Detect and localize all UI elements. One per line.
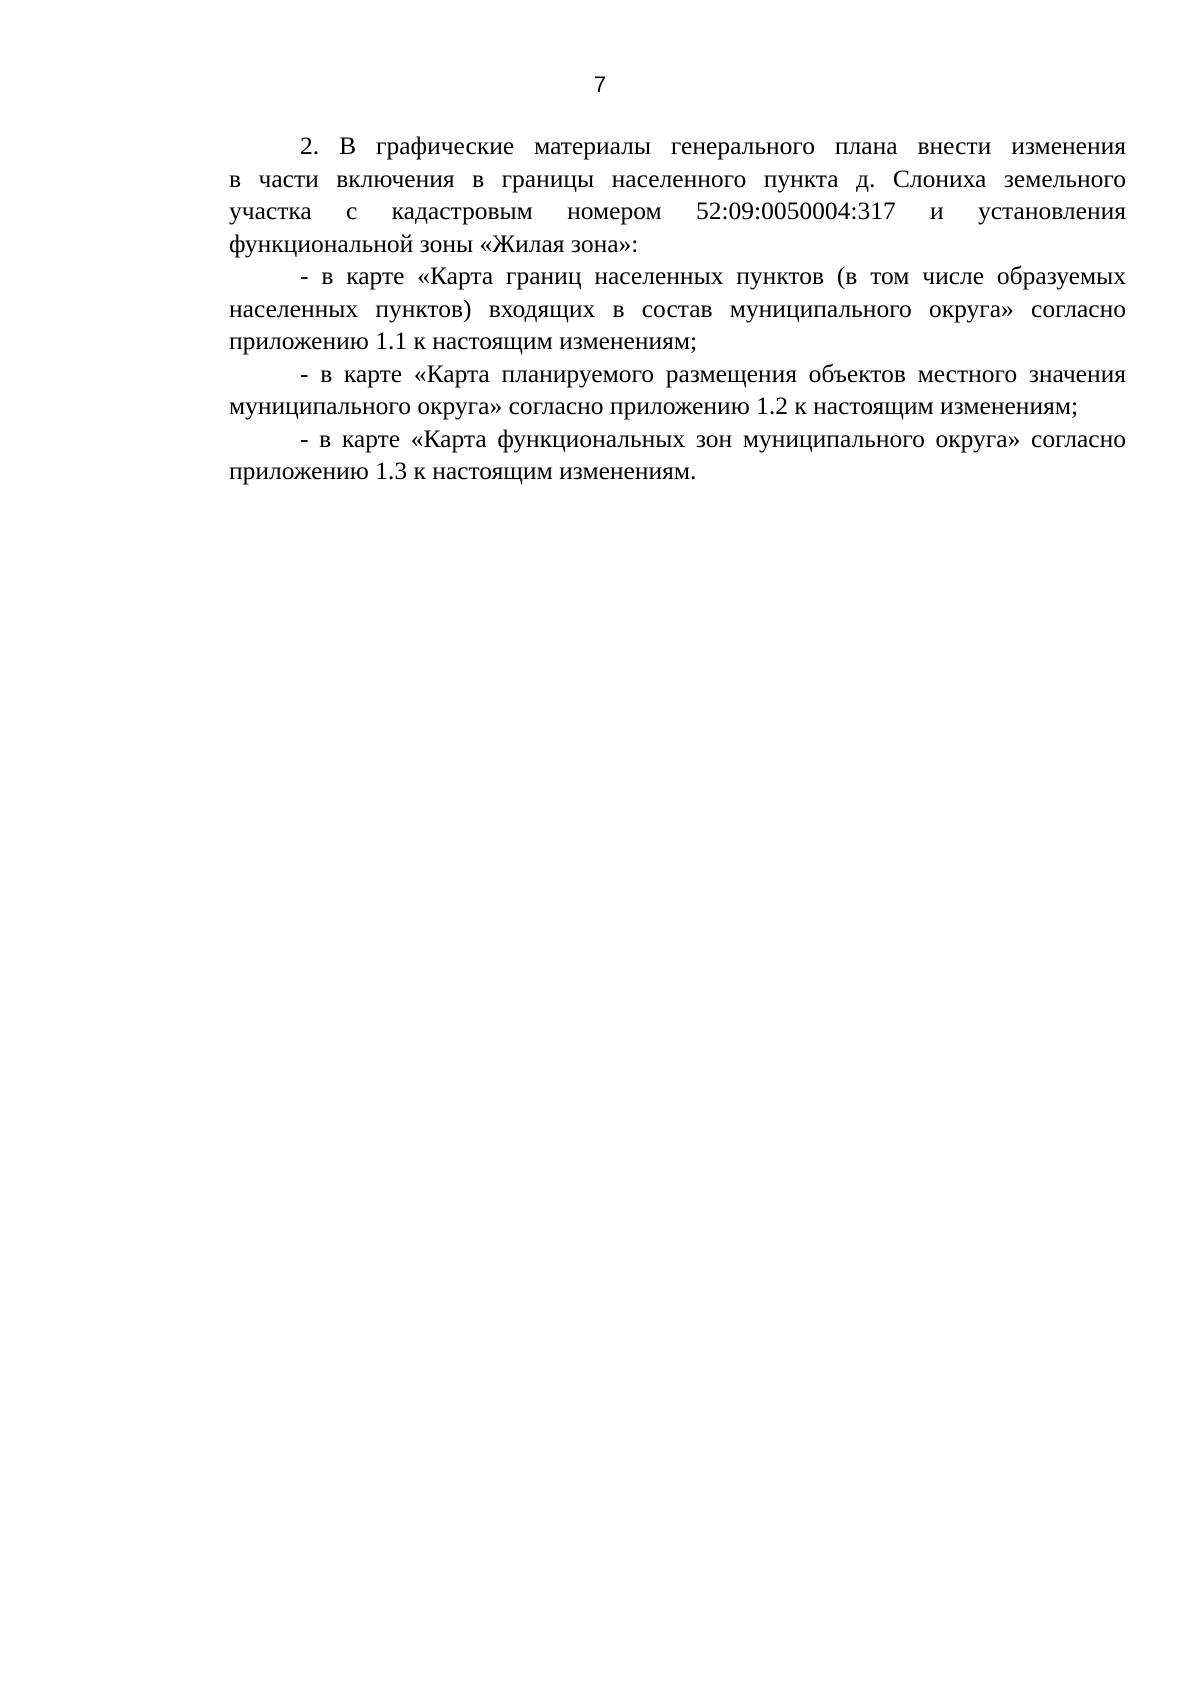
text-line: функциональной зоны «Жилая зона»: [229, 228, 639, 258]
text-line: - в карте «Карта функциональных зон муниципального округа» согласно [300, 423, 1126, 453]
text-line: населенных пунктов) входящих в состав муниципального округа» согласно [229, 293, 1126, 323]
document-body [158, 130, 1126, 488]
paragraph-map-functional-zones [158, 423, 1126, 488]
text-line: участка с кадастровым номером 52:09:0050004:317 и установления [229, 196, 1126, 225]
paragraph-graphic-materials [158, 130, 1126, 260]
text-line: муниципального округа» согласно приложению 1.2 к настоящим изменениям; [229, 391, 1079, 420]
text-line: 2. В графические материалы генерального плана внести изменения [300, 131, 1126, 160]
text-line: в части включения в границы населенного пункта д. Слониха земельного [229, 163, 1126, 193]
paragraph-map-boundaries [158, 260, 1126, 358]
text-line: - в карте «Карта границ населенных пунктов (в том числе образуемых [300, 261, 1126, 290]
paragraph-map-local-objects [158, 358, 1126, 423]
text-line: приложению 1.3 к настоящим изменениям. [229, 456, 697, 485]
page-number: 7 [593, 72, 607, 97]
text-line: приложению 1.1 к настоящим изменениям; [229, 326, 698, 355]
text-line: - в карте «Карта планируемого размещения объектов местного значения [300, 358, 1126, 388]
